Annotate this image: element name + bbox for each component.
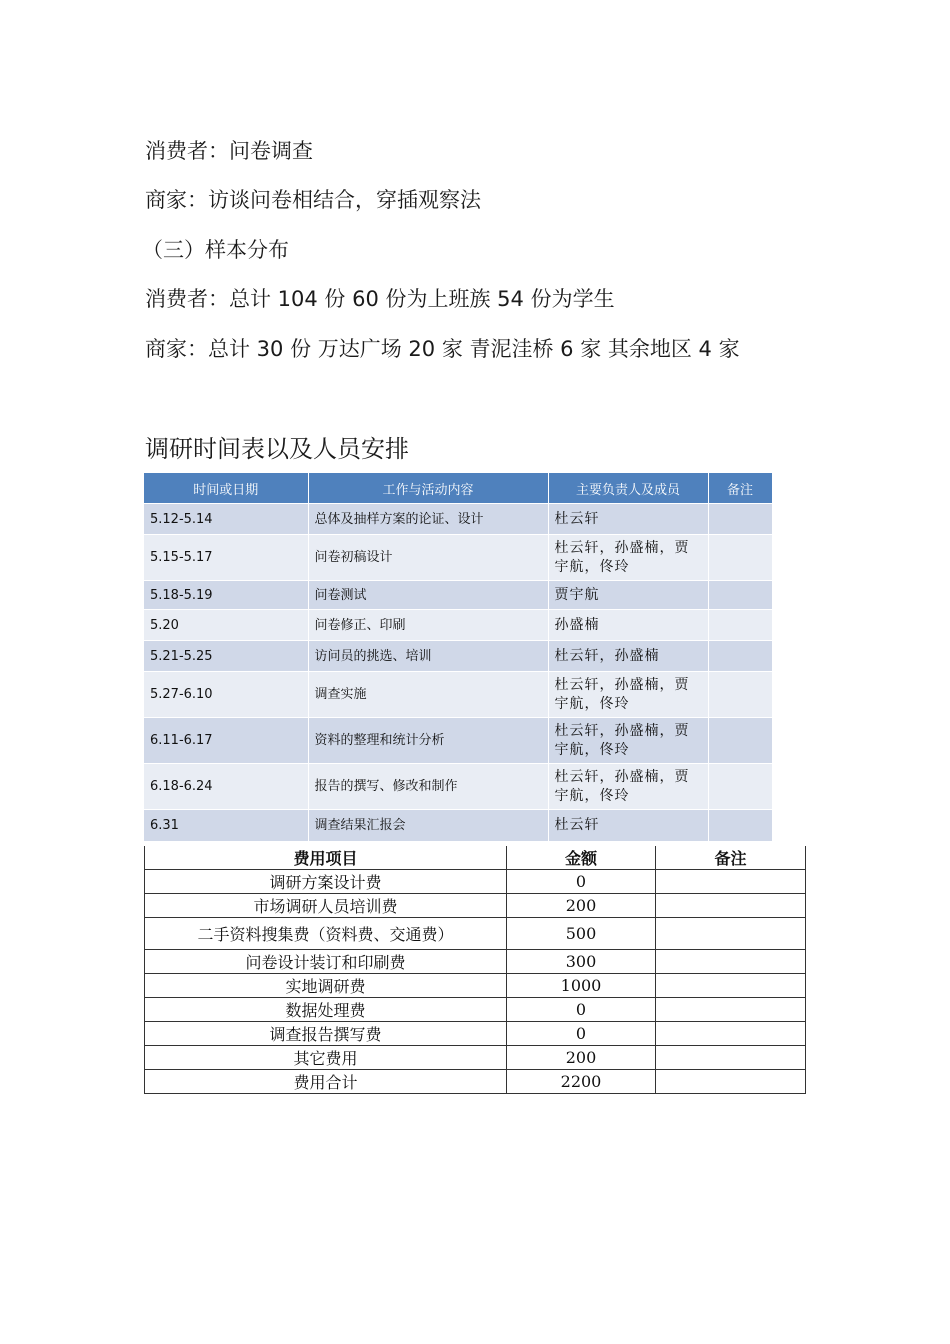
schedule-date: 6.31 <box>144 810 308 841</box>
table-row <box>145 1022 806 1046</box>
schedule-header-task: 工作与活动内容 <box>308 473 548 504</box>
cost-amount: 200 <box>507 1046 656 1070</box>
cost-amount: 2200 <box>507 1070 656 1094</box>
schedule-task: 访问员的挑选、培训 <box>308 641 548 672</box>
schedule-header-note: 备注 <box>708 473 772 504</box>
schedule-task: 资料的整理和统计分析 <box>308 718 548 764</box>
schedule-members: 孙盛楠 <box>548 610 708 641</box>
table-row <box>145 950 806 974</box>
cost-table <box>144 846 806 1094</box>
table-row <box>144 535 772 581</box>
table-row <box>145 870 806 894</box>
cost-item: 费用合计 <box>145 1070 507 1094</box>
paragraph-merchant-sample: 商家：总计 30 份 万达广场 20 家 青泥洼桥 6 家 其余地区 4 家 <box>145 337 740 361</box>
cost-note <box>656 918 806 950</box>
schedule-note <box>708 610 772 641</box>
table-row <box>144 610 772 641</box>
schedule-date: 5.12-5.14 <box>144 504 308 535</box>
table-row <box>145 998 806 1022</box>
cost-item: 问卷设计装订和印刷费 <box>145 950 507 974</box>
schedule-task: 调查结果汇报会 <box>308 810 548 841</box>
cost-note <box>656 998 806 1022</box>
cost-note <box>656 1046 806 1070</box>
cost-amount: 300 <box>507 950 656 974</box>
table-row <box>144 641 772 672</box>
paragraph-consumer-sample: 消费者：总计 104 份 60 份为上班族 54 份为学生 <box>145 287 615 311</box>
cost-note <box>656 950 806 974</box>
schedule-task: 问卷测试 <box>308 581 548 610</box>
cost-amount: 0 <box>507 870 656 894</box>
schedule-date: 5.27-6.10 <box>144 672 308 718</box>
schedule-note <box>708 672 772 718</box>
table-row <box>144 764 772 810</box>
section-heading-sample: （三）样本分布 <box>142 238 289 262</box>
cost-item: 调查报告撰写费 <box>145 1022 507 1046</box>
cost-amount: 500 <box>507 918 656 950</box>
cost-item: 调研方案设计费 <box>145 870 507 894</box>
schedule-note <box>708 581 772 610</box>
schedule-members: 杜云轩，孙盛楠，贾宇航，佟玲 <box>548 764 708 810</box>
schedule-date: 5.15-5.17 <box>144 535 308 581</box>
schedule-members: 杜云轩 <box>548 504 708 535</box>
table-row <box>145 894 806 918</box>
schedule-header-date: 时间或日期 <box>144 473 308 504</box>
schedule-members: 杜云轩 <box>548 810 708 841</box>
schedule-task: 问卷初稿设计 <box>308 535 548 581</box>
cost-header-item: 费用项目 <box>145 846 507 870</box>
cost-header-amount: 金额 <box>507 846 656 870</box>
cost-note <box>656 894 806 918</box>
schedule-members: 杜云轩，孙盛楠，贾宇航，佟玲 <box>548 535 708 581</box>
schedule-members: 杜云轩，孙盛楠，贾宇航，佟玲 <box>548 672 708 718</box>
table-row <box>145 974 806 998</box>
schedule-members: 贾宇航 <box>548 581 708 610</box>
cost-item: 其它费用 <box>145 1046 507 1070</box>
cost-amount: 200 <box>507 894 656 918</box>
paragraph-merchant-method: 商家：访谈问卷相结合，穿插观察法 <box>145 188 481 212</box>
table-row <box>144 504 772 535</box>
schedule-date: 6.11-6.17 <box>144 718 308 764</box>
schedule-date: 5.18-5.19 <box>144 581 308 610</box>
schedule-members: 杜云轩，孙盛楠，贾宇航，佟玲 <box>548 718 708 764</box>
schedule-task: 问卷修正、印刷 <box>308 610 548 641</box>
schedule-note <box>708 718 772 764</box>
schedule-note <box>708 810 772 841</box>
table-row <box>145 918 806 950</box>
table-row <box>144 718 772 764</box>
schedule-note <box>708 641 772 672</box>
schedule-task: 报告的撰写、修改和制作 <box>308 764 548 810</box>
schedule-note <box>708 535 772 581</box>
schedule-table <box>144 473 773 841</box>
schedule-note <box>708 764 772 810</box>
cost-header-row <box>145 846 806 870</box>
schedule-header-members: 主要负责人及成员 <box>548 473 708 504</box>
cost-item: 实地调研费 <box>145 974 507 998</box>
paragraph-consumer-method: 消费者：问卷调查 <box>145 139 313 163</box>
cost-amount: 1000 <box>507 974 656 998</box>
schedule-date: 5.21-5.25 <box>144 641 308 672</box>
cost-amount: 0 <box>507 1022 656 1046</box>
cost-amount: 0 <box>507 998 656 1022</box>
table-row <box>145 1070 806 1094</box>
table-row <box>145 1046 806 1070</box>
schedule-members: 杜云轩，孙盛楠 <box>548 641 708 672</box>
table-row <box>144 672 772 718</box>
cost-header-note: 备注 <box>656 846 806 870</box>
table-row <box>144 581 772 610</box>
schedule-task: 总体及抽样方案的论证、设计 <box>308 504 548 535</box>
cost-note <box>656 1070 806 1094</box>
cost-item: 二手资料搜集费（资料费、交通费） <box>145 918 507 950</box>
cost-note <box>656 974 806 998</box>
cost-note <box>656 870 806 894</box>
schedule-header-row <box>144 473 772 504</box>
schedule-date: 5.20 <box>144 610 308 641</box>
schedule-note <box>708 504 772 535</box>
schedule-title: 调研时间表以及人员安排 <box>145 435 409 463</box>
cost-item: 数据处理费 <box>145 998 507 1022</box>
schedule-task: 调查实施 <box>308 672 548 718</box>
table-row <box>144 810 772 841</box>
schedule-date: 6.18-6.24 <box>144 764 308 810</box>
cost-item: 市场调研人员培训费 <box>145 894 507 918</box>
cost-note <box>656 1022 806 1046</box>
